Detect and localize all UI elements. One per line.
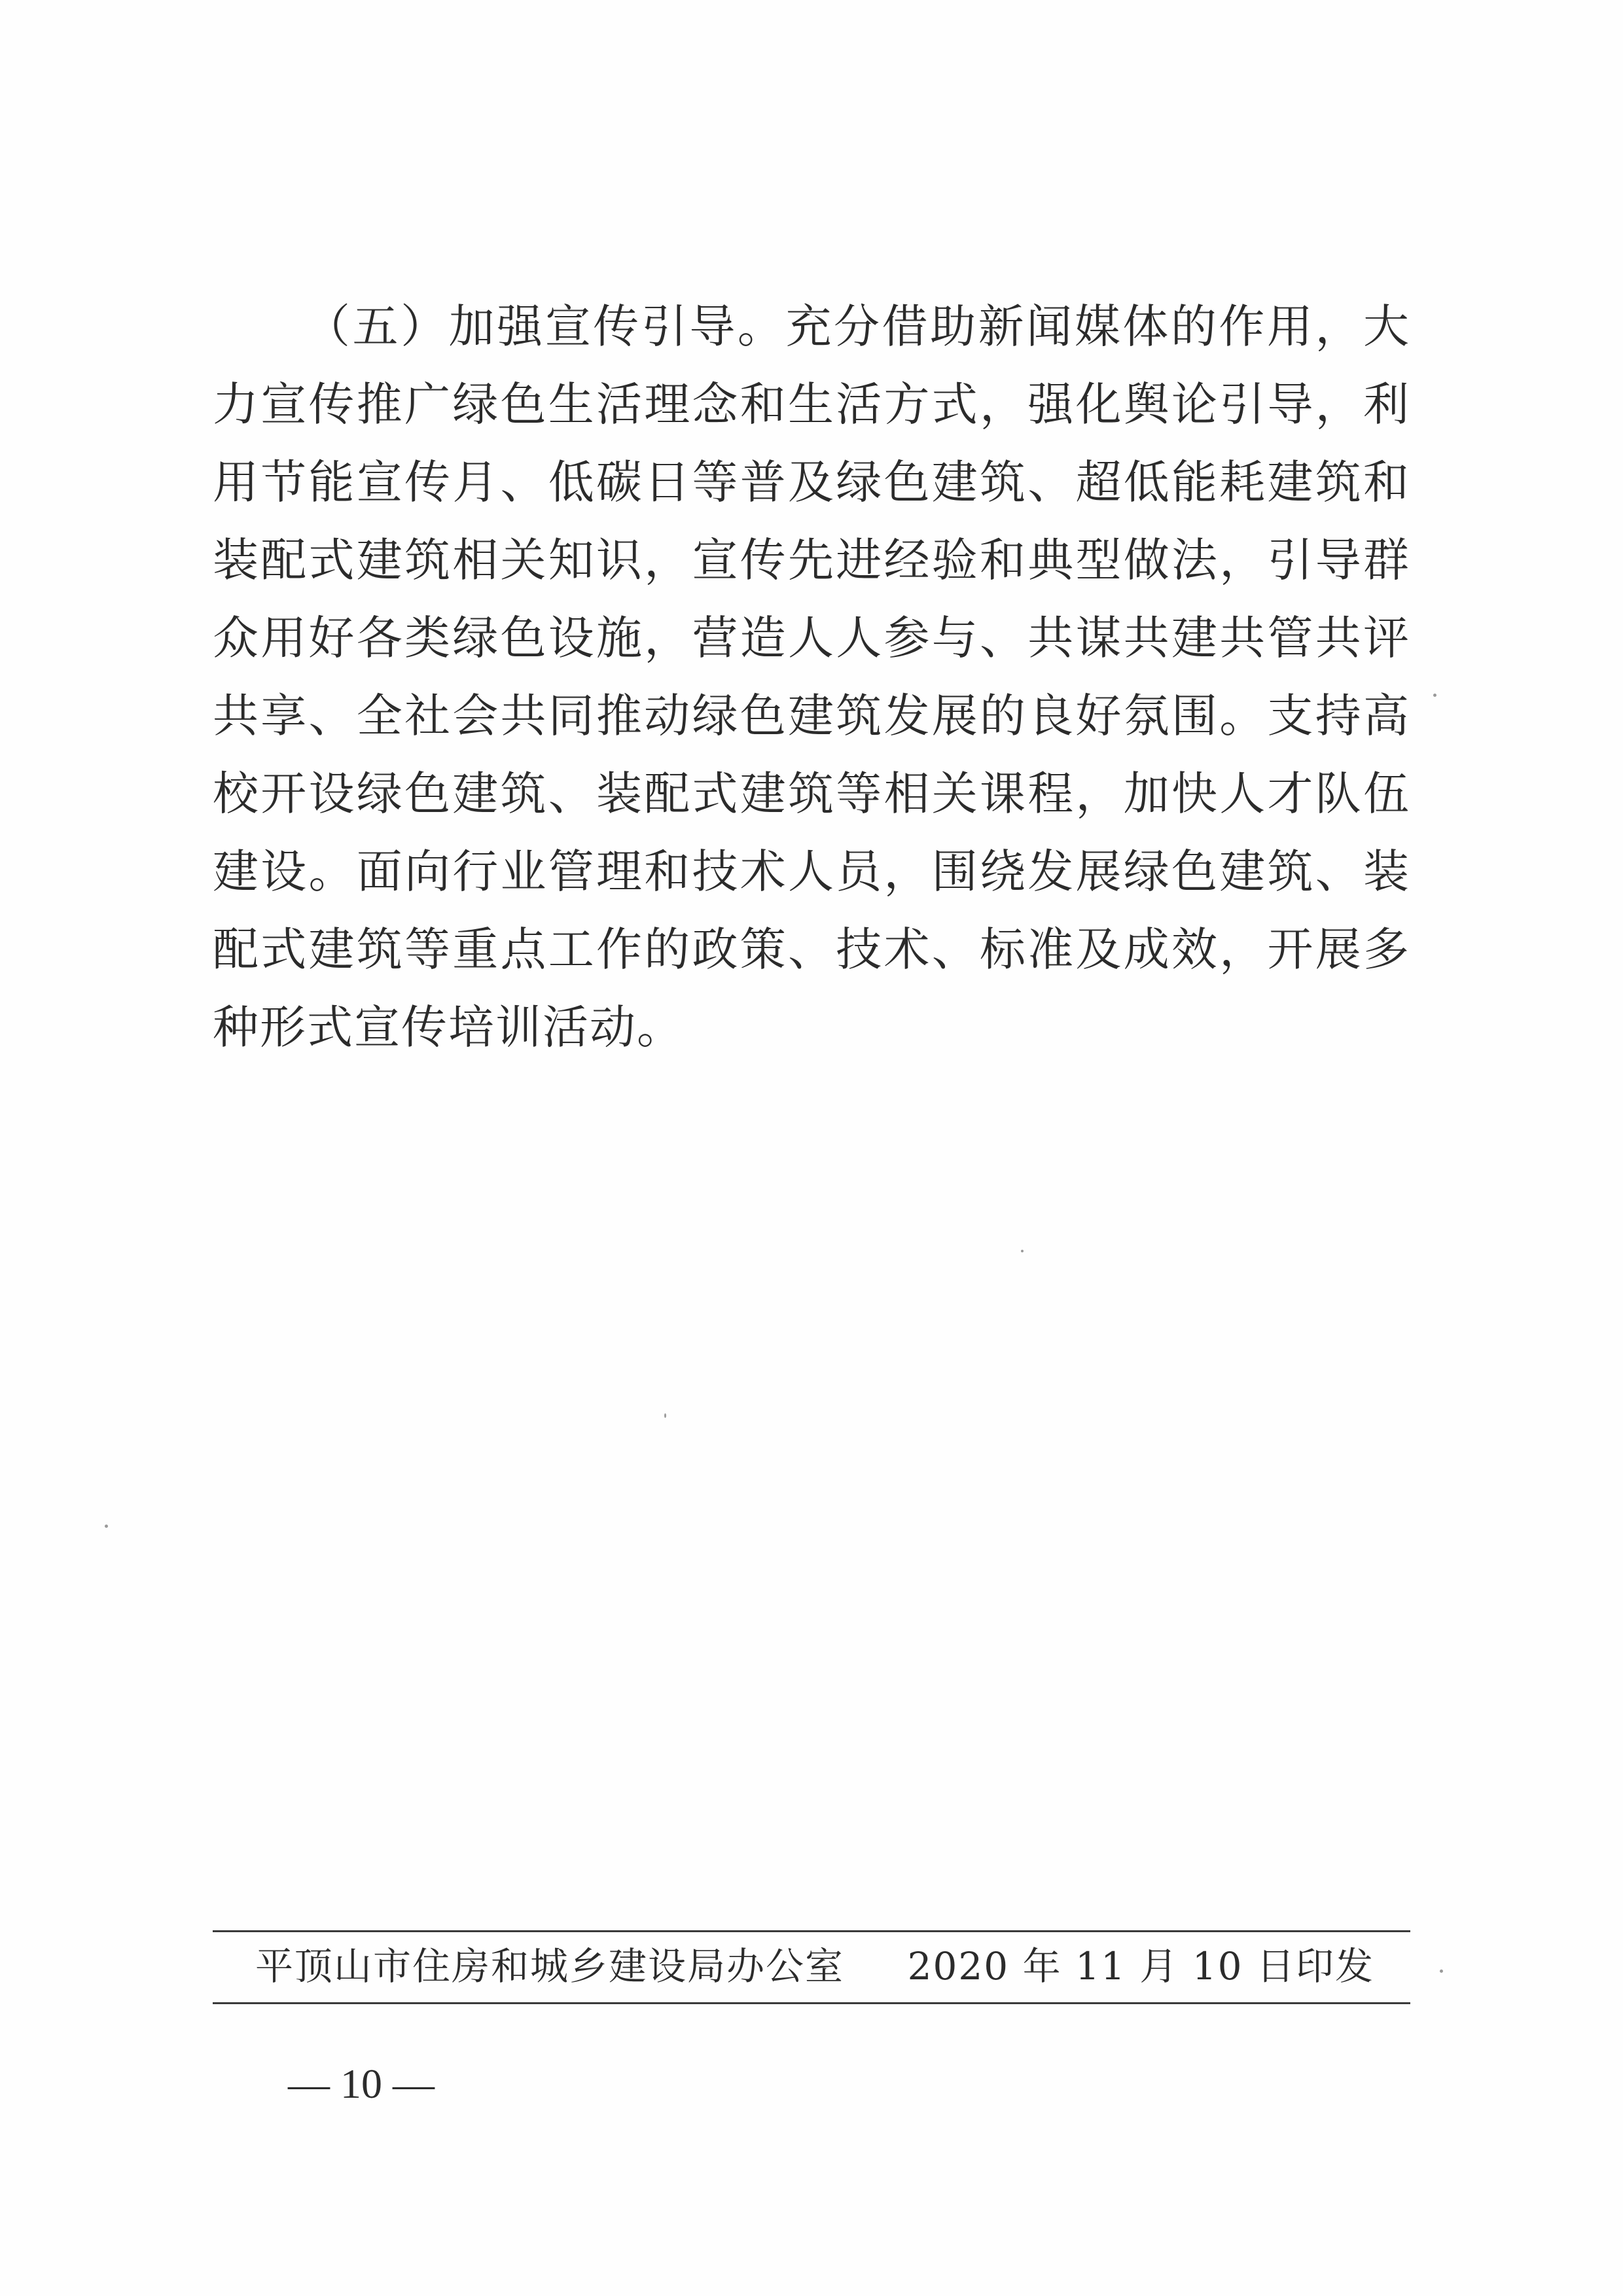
body-paragraph: （五）加强宣传引导。充分借助新闻媒体的作用，大力宣传推广绿色生活理念和生活方式，强化舆论引导，利用节能宣传月、低碳日等普及绿色建筑、超低能耗建筑和装配式建筑相关知识，宣传先进经验和典型做法，引导群众用好各类绿色设施，营造人人参与、共谋共建共管共评共享、全社会共同推动绿色建筑发展的良好氛围。支持高校开设绿色建筑、装配式建筑等相关课程，加快人才队伍建设。面向行业管理和技术人员，围绕发展绿色建筑、装配式建筑等重点工作的政策、技术、标准及成效，开展多种形式宣传培训活动。 (213, 300, 1410, 1054)
issue-date: 2020 年 11 月 10 日印发 (907, 1944, 1374, 1988)
scan-speck (664, 1413, 666, 1418)
footer-rule-top (213, 1930, 1410, 1932)
footer-rule-bottom (213, 2002, 1410, 2004)
scan-speck (1440, 1969, 1443, 1973)
scan-speck (1021, 1250, 1024, 1252)
page-number: — 10 — (288, 2060, 435, 2107)
scan-speck (105, 1525, 108, 1528)
scan-speck (1433, 694, 1436, 697)
issuer-name: 平顶山市住房和城乡建设局办公室 (255, 1944, 845, 1988)
